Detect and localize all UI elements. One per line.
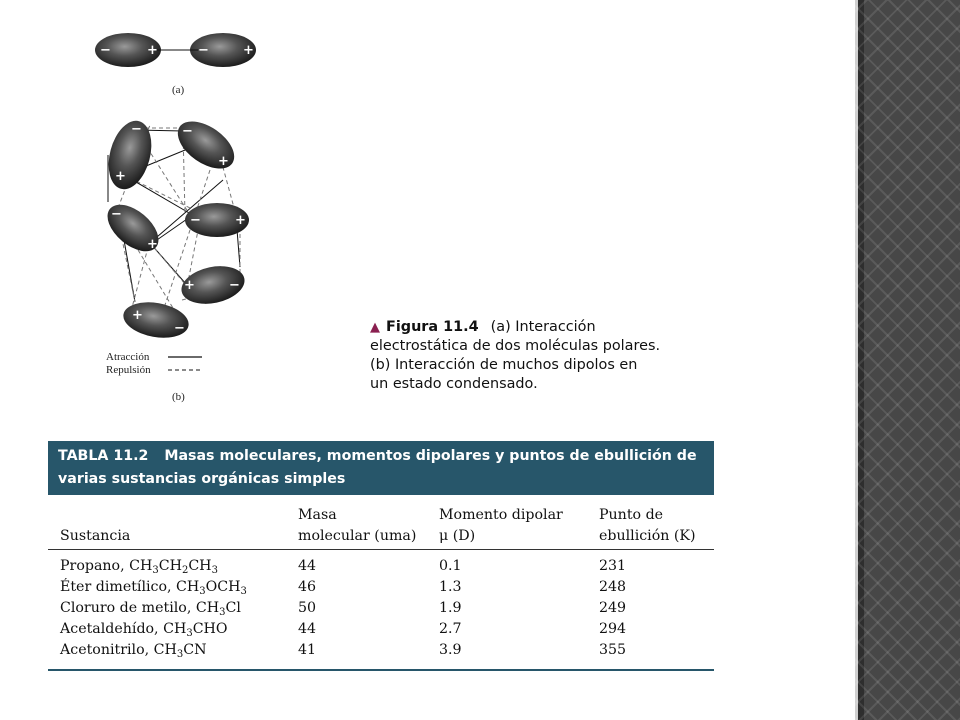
col-header-boiling — [599, 505, 696, 547]
col-header-dipole-line-2: μ (D) — [439, 528, 476, 544]
molecular-mass: 44 — [298, 621, 317, 637]
dipole-moment: 2.7 — [439, 621, 462, 637]
sign-minus: − — [198, 43, 209, 58]
caption-line-3: (b) Interacción de muchos dipolos en — [370, 357, 638, 373]
sign-plus: + — [243, 43, 254, 58]
figure-label-a: (a) — [172, 84, 185, 96]
col-header-mass-line-1: Masa — [298, 507, 337, 523]
sign-minus: − — [182, 124, 193, 139]
sign-plus: + — [115, 169, 126, 184]
table-number: TABLA 11.2 — [58, 448, 149, 464]
sign-minus: − — [190, 213, 201, 228]
table-bottom-rule — [48, 669, 714, 671]
col-header-mass — [298, 505, 416, 547]
caption-line-1 — [370, 318, 690, 337]
dipole-moment: 1.3 — [439, 579, 462, 595]
col-header-dipole — [439, 505, 563, 547]
sign-minus: − — [100, 43, 111, 58]
boiling-point: 355 — [599, 642, 627, 658]
molecular-mass: 41 — [298, 642, 317, 658]
legend-repulsion-label: Repulsión — [106, 364, 151, 376]
sign-minus: − — [131, 122, 142, 137]
header-rule — [48, 549, 714, 550]
dipole-figure — [90, 30, 280, 410]
sign-minus: − — [174, 321, 185, 336]
molecular-mass: 44 — [298, 558, 317, 574]
boiling-point: 294 — [599, 621, 627, 637]
dipole-moment: 0.1 — [439, 558, 462, 574]
substance-name: Cloruro de metilo, $CH_3Cl$ — [60, 600, 241, 618]
table-title-line-1 — [58, 445, 697, 467]
substance-name: Acetonitrilo, $CH_3CN$ — [60, 642, 207, 660]
molecular-mass: 50 — [298, 600, 317, 616]
col-header-substance: Sustancia — [60, 528, 131, 544]
col-header-boiling-line-1: Punto de — [599, 507, 664, 523]
col-header-boiling-line-2: ebullición (K) — [599, 528, 696, 544]
figure-label-b: (b) — [172, 391, 185, 403]
triangle-icon: ▲ — [370, 320, 380, 335]
boiling-point: 231 — [599, 558, 627, 574]
boiling-point: 248 — [599, 579, 627, 595]
substance-name: Éter dimetílico, $CH_3OCH_3$ — [60, 579, 247, 597]
table-row — [48, 619, 714, 640]
caption-line-4: un estado condensado. — [370, 376, 538, 392]
dipole-moment: 1.9 — [439, 600, 462, 616]
sign-minus: − — [229, 278, 240, 293]
decorative-side-strip — [855, 0, 960, 720]
molecular-mass: 46 — [298, 579, 317, 595]
boiling-point: 249 — [599, 600, 627, 616]
sign-plus: + — [147, 237, 158, 252]
table-row — [48, 598, 714, 619]
sign-plus: + — [235, 213, 246, 228]
substance-name: Acetaldehído, $CH_3CHO$ — [60, 621, 228, 639]
col-header-mass-line-2: molecular (uma) — [298, 528, 417, 544]
sign-plus: + — [132, 308, 143, 323]
substance-name: Propano, $CH_3CH_2CH_3$ — [60, 558, 218, 576]
sign-plus: + — [218, 154, 229, 169]
table-title-text-1: Masas moleculares, momentos dipolares y puntos de ebullición de — [164, 448, 697, 464]
table-row — [48, 556, 714, 577]
table-title-line-2: varias sustancias orgánicas simples — [58, 471, 346, 487]
sign-minus: − — [111, 207, 122, 222]
molecule-b1 — [102, 116, 159, 194]
table-title-bar — [48, 441, 714, 495]
caption-figure-title: Figura 11.4 — [386, 319, 479, 335]
molecule-b2 — [169, 112, 242, 178]
figure-a-molecules — [95, 33, 256, 67]
figure-b-molecules — [99, 112, 249, 343]
legend-attraction-label: Atracción — [106, 351, 150, 363]
dipole-moment: 3.9 — [439, 642, 462, 658]
figure-caption — [370, 318, 690, 394]
table-row — [48, 577, 714, 598]
col-header-dipole-line-1: Momento dipolar — [439, 507, 563, 523]
sign-plus: + — [147, 43, 158, 58]
sign-plus: + — [184, 278, 195, 293]
table-row — [48, 640, 714, 661]
caption-line-2: electrostática de dos moléculas polares. — [370, 338, 661, 354]
caption-text-1: (a) Interacción — [490, 319, 596, 335]
data-table — [48, 495, 714, 671]
